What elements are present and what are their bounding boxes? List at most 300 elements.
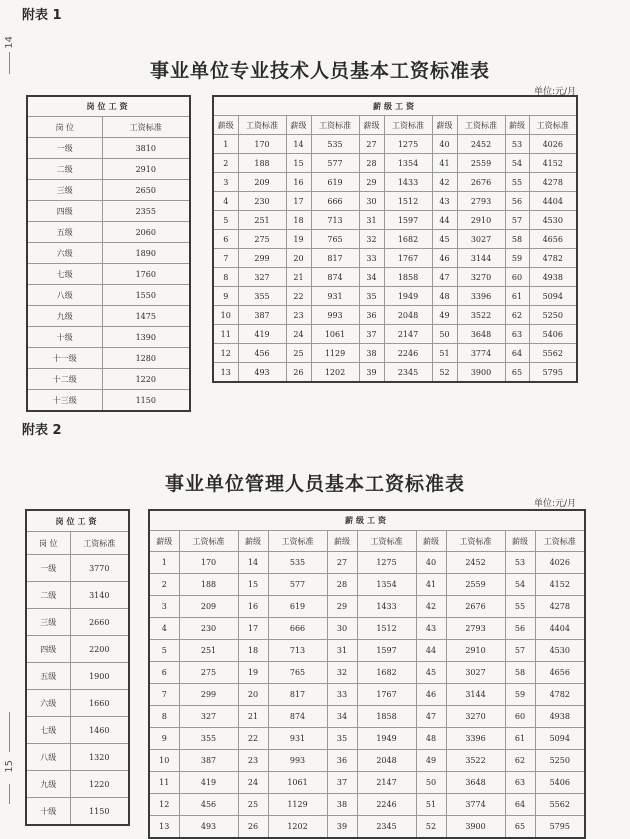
table-row [213,173,577,192]
post-grade-cell: 五级 [27,222,102,243]
grade-cell: 23 [238,750,268,772]
grade-cell: 41 [416,574,446,596]
post-grade-cell: 四级 [26,636,70,663]
col-grade-header: 薪级 [286,116,311,135]
grade-cell: 55 [505,173,529,192]
table-row [27,243,190,264]
salary-value-cell: 1760 [102,264,190,285]
grade-cell: 64 [505,344,529,363]
post-salary-header: 岗位工资 [27,96,190,117]
salary-value-cell: 2200 [70,636,129,663]
post-grade-cell: 九级 [27,306,102,327]
table-row [149,794,585,816]
salary-value-cell: 535 [268,552,327,574]
salary-value-cell: 2660 [70,609,129,636]
salary-value-cell: 4656 [529,230,577,249]
table-row [149,750,585,772]
grade-cell: 16 [286,173,311,192]
grade-cell: 17 [238,618,268,640]
table-row [213,325,577,344]
grade-cell: 21 [238,706,268,728]
grade-cell: 22 [286,287,311,306]
salary-value-cell: 493 [238,363,286,383]
salary-value-cell: 3140 [70,582,129,609]
salary-value-cell: 327 [238,268,286,287]
salary-value-cell: 5562 [529,344,577,363]
table-row [27,159,190,180]
salary-value-cell: 2048 [357,750,416,772]
salary-value-cell: 2060 [102,222,190,243]
grade-cell: 37 [359,325,384,344]
salary-value-cell: 2355 [102,201,190,222]
table-row [26,555,129,582]
post-grade-cell: 一级 [27,138,102,159]
salary-value-cell: 577 [311,154,359,173]
grade-cell: 42 [416,596,446,618]
table-row [149,684,585,706]
grade-cell: 14 [238,552,268,574]
salary-value-cell: 3396 [446,728,505,750]
salary-value-cell: 4404 [529,192,577,211]
grade-cell: 7 [149,684,179,706]
salary-value-cell: 387 [179,750,238,772]
salary-value-cell: 299 [238,249,286,268]
appendix2-unit: 单位:元/月 [534,499,577,509]
grade-cell: 38 [327,794,357,816]
grade-cell: 11 [149,772,179,794]
grade-cell: 26 [238,816,268,839]
table-row [26,690,129,717]
table-row [213,344,577,363]
grade-cell: 49 [416,750,446,772]
table-row [26,582,129,609]
grade-cell: 47 [432,268,457,287]
salary-value-cell: 5250 [535,750,585,772]
post-grade-cell: 六级 [27,243,102,264]
salary-value-cell: 1512 [384,192,432,211]
salary-value-cell: 275 [238,230,286,249]
grade-cell: 9 [149,728,179,750]
table-row [26,798,129,826]
salary-value-cell: 2910 [457,211,505,230]
grade-cell: 44 [416,640,446,662]
grade-cell: 27 [327,552,357,574]
grade-cell: 4 [149,618,179,640]
col-grade-header: 薪级 [213,116,238,135]
grade-cell: 13 [213,363,238,383]
salary-value-cell: 2147 [384,325,432,344]
col-grade-header: 薪级 [238,531,268,552]
salary-value-cell: 2246 [384,344,432,363]
table-row [26,717,129,744]
salary-value-cell: 4026 [529,135,577,154]
grade-cell: 6 [149,662,179,684]
col-standard-header: 工资标准 [311,116,359,135]
salary-value-cell: 874 [311,268,359,287]
table-row [27,264,190,285]
col-standard-header: 工资标准 [179,531,238,552]
salary-value-cell: 355 [238,287,286,306]
salary-value-cell: 5094 [535,728,585,750]
grade-cell: 65 [505,363,529,383]
grade-cell: 42 [432,173,457,192]
appendix1-salary-scale-table [212,95,578,383]
grade-cell: 60 [505,706,535,728]
post-grade-cell: 一级 [26,555,70,582]
salary-value-cell: 3522 [446,750,505,772]
salary-scale-header: 薪级工资 [213,96,577,116]
salary-value-cell: 1550 [102,285,190,306]
grade-cell: 56 [505,192,529,211]
salary-value-cell: 4782 [529,249,577,268]
salary-value-cell: 577 [268,574,327,596]
grade-cell: 25 [238,794,268,816]
table-row [26,609,129,636]
grade-cell: 10 [149,750,179,772]
salary-value-cell: 3396 [457,287,505,306]
margin-rule-bottom-a [9,712,10,752]
salary-value-cell: 2452 [446,552,505,574]
salary-value-cell: 1597 [384,211,432,230]
grade-cell: 30 [327,618,357,640]
grade-cell: 57 [505,211,529,230]
salary-value-cell: 1433 [357,596,416,618]
salary-value-cell: 3270 [457,268,505,287]
grade-cell: 22 [238,728,268,750]
col-standard-header: 工资标准 [529,116,577,135]
salary-value-cell: 2793 [446,618,505,640]
grade-cell: 59 [505,684,535,706]
col-standard-header: 工资标准 [357,531,416,552]
grade-cell: 47 [416,706,446,728]
col-standard-header: 工资标准 [446,531,505,552]
salary-value-cell: 1129 [268,794,327,816]
salary-value-cell: 209 [238,173,286,192]
salary-value-cell: 1150 [102,390,190,412]
salary-value-cell: 765 [268,662,327,684]
table-row [149,574,585,596]
grade-cell: 31 [327,640,357,662]
grade-cell: 1 [149,552,179,574]
salary-value-cell: 2147 [357,772,416,794]
grade-cell: 29 [327,596,357,618]
grade-cell: 19 [286,230,311,249]
salary-value-cell: 327 [179,706,238,728]
salary-value-cell: 188 [179,574,238,596]
grade-cell: 8 [149,706,179,728]
grade-cell: 2 [149,574,179,596]
grade-cell: 33 [327,684,357,706]
salary-value-cell: 2452 [457,135,505,154]
table-row [213,249,577,268]
margin-rule-top [9,52,10,74]
salary-value-cell: 1320 [70,744,129,771]
grade-cell: 1 [213,135,238,154]
col-grade-header: 薪级 [416,531,446,552]
salary-value-cell: 230 [179,618,238,640]
salary-value-cell: 1949 [357,728,416,750]
salary-value-cell: 4530 [529,211,577,230]
table-row [27,285,190,306]
salary-value-cell: 1512 [357,618,416,640]
salary-value-cell: 619 [268,596,327,618]
table-row [213,230,577,249]
grade-cell: 53 [505,552,535,574]
salary-value-cell: 355 [179,728,238,750]
salary-value-cell: 5406 [535,772,585,794]
salary-value-cell: 3027 [446,662,505,684]
grade-cell: 61 [505,728,535,750]
grade-cell: 31 [359,211,384,230]
grade-cell: 20 [238,684,268,706]
post-salary-header: 岗位工资 [26,510,129,532]
post-grade-cell: 六级 [26,690,70,717]
salary-value-cell: 4026 [535,552,585,574]
salary-value-cell: 170 [179,552,238,574]
salary-value-cell: 713 [268,640,327,662]
grade-cell: 43 [432,192,457,211]
grade-cell: 50 [416,772,446,794]
table-row [27,390,190,412]
grade-cell: 16 [238,596,268,618]
salary-value-cell: 2650 [102,180,190,201]
table-row [27,138,190,159]
grade-cell: 62 [505,306,529,325]
table-row [27,369,190,390]
grade-cell: 63 [505,772,535,794]
salary-value-cell: 5406 [529,325,577,344]
grade-cell: 54 [505,154,529,173]
table-row [213,211,577,230]
col-post-header: 岗 位 [27,117,102,138]
salary-value-cell: 1280 [102,348,190,369]
col-standard-header: 工资标准 [384,116,432,135]
col-grade-header: 薪级 [359,116,384,135]
grade-cell: 53 [505,135,529,154]
salary-value-cell: 4152 [535,574,585,596]
salary-value-cell: 2345 [357,816,416,839]
table-row [26,771,129,798]
post-grade-cell: 八级 [27,285,102,306]
salary-value-cell: 1275 [384,135,432,154]
grade-cell: 18 [286,211,311,230]
grade-cell: 23 [286,306,311,325]
grade-cell: 39 [359,363,384,383]
salary-value-cell: 4404 [535,618,585,640]
salary-value-cell: 1275 [357,552,416,574]
grade-cell: 63 [505,325,529,344]
grade-cell: 58 [505,230,529,249]
grade-cell: 26 [286,363,311,383]
appendix1-post-salary-table [26,95,191,412]
post-grade-cell: 八级 [26,744,70,771]
post-grade-cell: 九级 [26,771,70,798]
salary-value-cell: 3900 [446,816,505,839]
grade-cell: 36 [359,306,384,325]
grade-cell: 3 [213,173,238,192]
post-grade-cell: 十级 [27,327,102,348]
salary-value-cell: 713 [311,211,359,230]
salary-value-cell: 387 [238,306,286,325]
grade-cell: 18 [238,640,268,662]
appendix2-salary-scale-table [148,509,586,839]
grade-cell: 64 [505,794,535,816]
salary-value-cell: 4938 [529,268,577,287]
salary-value-cell: 299 [179,684,238,706]
salary-value-cell: 1767 [357,684,416,706]
grade-cell: 15 [238,574,268,596]
salary-value-cell: 2048 [384,306,432,325]
table-row [149,596,585,618]
salary-value-cell: 2246 [357,794,416,816]
grade-cell: 6 [213,230,238,249]
salary-value-cell: 3144 [446,684,505,706]
salary-value-cell: 4278 [535,596,585,618]
post-grade-cell: 十二级 [27,369,102,390]
salary-value-cell: 1202 [268,816,327,839]
salary-value-cell: 993 [268,750,327,772]
salary-value-cell: 1949 [384,287,432,306]
grade-cell: 27 [359,135,384,154]
salary-value-cell: 1767 [384,249,432,268]
salary-value-cell: 817 [268,684,327,706]
grade-cell: 39 [327,816,357,839]
grade-cell: 25 [286,344,311,363]
grade-cell: 59 [505,249,529,268]
table-row [27,180,190,201]
salary-value-cell: 619 [311,173,359,192]
grade-cell: 32 [327,662,357,684]
grade-cell: 43 [416,618,446,640]
table-row [27,348,190,369]
salary-value-cell: 230 [238,192,286,211]
salary-value-cell: 1460 [70,717,129,744]
grade-cell: 33 [359,249,384,268]
grade-cell: 4 [213,192,238,211]
grade-cell: 7 [213,249,238,268]
salary-value-cell: 5094 [529,287,577,306]
salary-value-cell: 5250 [529,306,577,325]
salary-value-cell: 1890 [102,243,190,264]
post-grade-cell: 二级 [26,582,70,609]
salary-value-cell: 1202 [311,363,359,383]
salary-value-cell: 1354 [357,574,416,596]
grade-cell: 65 [505,816,535,839]
salary-value-cell: 2676 [446,596,505,618]
col-standard-header: 工资标准 [102,117,190,138]
salary-value-cell: 535 [311,135,359,154]
grade-cell: 5 [149,640,179,662]
salary-value-cell: 493 [179,816,238,839]
post-grade-cell: 十三级 [27,390,102,412]
salary-value-cell: 1220 [102,369,190,390]
salary-value-cell: 874 [268,706,327,728]
salary-value-cell: 170 [238,135,286,154]
grade-cell: 19 [238,662,268,684]
salary-value-cell: 2345 [384,363,432,383]
salary-value-cell: 188 [238,154,286,173]
grade-cell: 12 [213,344,238,363]
post-grade-cell: 七级 [26,717,70,744]
margin-rule-bottom-b [9,784,10,804]
table-row [149,706,585,728]
grade-cell: 24 [238,772,268,794]
salary-value-cell: 5795 [529,363,577,383]
salary-value-cell: 931 [268,728,327,750]
grade-cell: 58 [505,662,535,684]
post-grade-cell: 十级 [26,798,70,826]
col-grade-header: 薪级 [505,531,535,552]
grade-cell: 56 [505,618,535,640]
appendix2-post-salary-table [25,509,130,826]
salary-value-cell: 4656 [535,662,585,684]
salary-value-cell: 2910 [102,159,190,180]
salary-value-cell: 456 [238,344,286,363]
grade-cell: 52 [432,363,457,383]
salary-value-cell: 1858 [384,268,432,287]
page-number-top: 14 [4,36,15,49]
grade-cell: 61 [505,287,529,306]
grade-cell: 15 [286,154,311,173]
grade-cell: 2 [213,154,238,173]
grade-cell: 60 [505,268,529,287]
table-row [149,728,585,750]
appendix2-title: 事业单位管理人员基本工资标准表 [165,473,466,495]
grade-cell: 52 [416,816,446,839]
salary-value-cell: 4152 [529,154,577,173]
grade-cell: 34 [327,706,357,728]
table-row [149,552,585,574]
grade-cell: 48 [416,728,446,750]
page-number-bottom: 15 [4,760,15,773]
grade-cell: 8 [213,268,238,287]
grade-cell: 41 [432,154,457,173]
grade-cell: 32 [359,230,384,249]
table-row [213,154,577,173]
salary-value-cell: 1660 [70,690,129,717]
grade-cell: 34 [359,268,384,287]
grade-cell: 45 [416,662,446,684]
salary-value-cell: 419 [179,772,238,794]
salary-value-cell: 1682 [357,662,416,684]
salary-value-cell: 1858 [357,706,416,728]
grade-cell: 40 [432,135,457,154]
salary-value-cell: 4278 [529,173,577,192]
salary-value-cell: 1475 [102,306,190,327]
salary-value-cell: 3522 [457,306,505,325]
salary-value-cell: 1597 [357,640,416,662]
salary-value-cell: 3144 [457,249,505,268]
table-row [149,772,585,794]
salary-value-cell: 3270 [446,706,505,728]
table-row [26,636,129,663]
salary-value-cell: 3770 [70,555,129,582]
salary-value-cell: 419 [238,325,286,344]
salary-value-cell: 1390 [102,327,190,348]
col-standard-header: 工资标准 [457,116,505,135]
salary-value-cell: 1061 [268,772,327,794]
grade-cell: 14 [286,135,311,154]
col-standard-header: 工资标准 [238,116,286,135]
grade-cell: 55 [505,596,535,618]
salary-value-cell: 4782 [535,684,585,706]
grade-cell: 30 [359,192,384,211]
grade-cell: 12 [149,794,179,816]
salary-value-cell: 931 [311,287,359,306]
salary-value-cell: 666 [268,618,327,640]
grade-cell: 46 [416,684,446,706]
table-row [27,306,190,327]
